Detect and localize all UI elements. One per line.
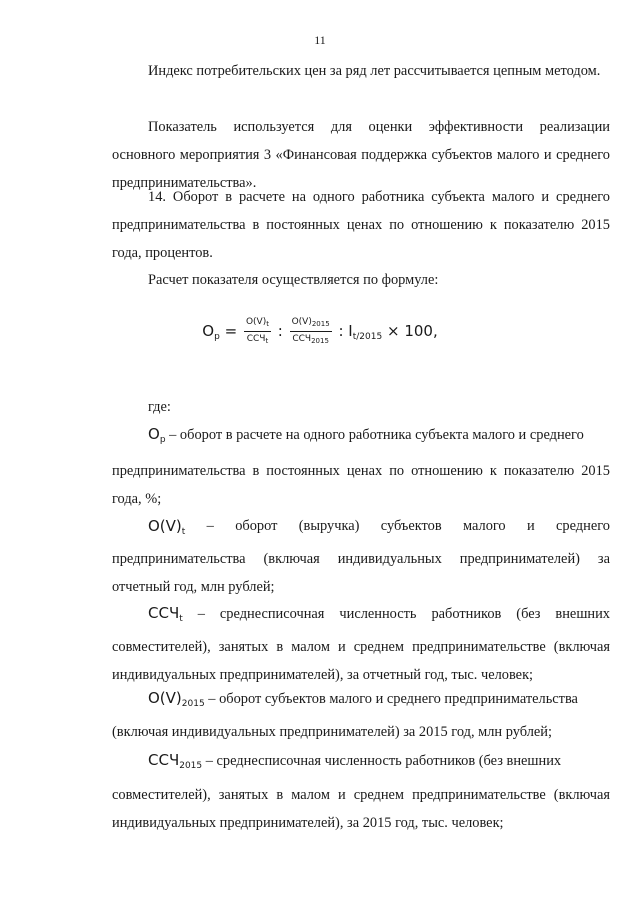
- definition-ssch2015-continued: совместителей), занятых в малом и среднем предпринимательстве (включая индивидуальных предпринимателей), за 2015 год, тыс. человек;: [112, 787, 610, 831]
- definition-ovt-continued: предпринимательства (включая индивидуальных предпринимателей) за отчетный год, млн рублей;: [112, 551, 610, 595]
- page-number: 11: [314, 33, 326, 47]
- paragraph-indicator-14: 14. Оборот в расчете на одного работника субъекта малого и среднего предпринимательства в постоянных ценах по отношению к показателю 2015 года, процентов.: [112, 189, 610, 261]
- definition-ov2015-continued: (включая индивидуальных предпринимателей) за 2015 год, млн рублей;: [112, 724, 552, 740]
- formula-times-100: × 100,: [386, 322, 438, 340]
- definition-ovt: $О(V)_t$ – оборот (выручка) субъектов малого и среднего: [148, 517, 610, 537]
- formula-fraction-base: $\frac{О(V)_{2015}}{ССЧ_{2015}}$: [291, 317, 330, 345]
- formula-divide-1: :: [277, 322, 283, 340]
- definition-op-continued: предпринимательства в постоянных ценах по отношению к показателю 2015 года, %;: [112, 463, 610, 507]
- formula-fraction-current: $\frac{О(V)_t}{ССЧ_t}$: [245, 317, 269, 345]
- definition-ssch2015: $ССЧ_{2015}$ – среднесписочная численность работников (без внешних: [148, 751, 562, 771]
- formula-divide-2: :: [338, 322, 344, 340]
- definition-ov2015: $О(V)_{2015}$ – оборот субъектов малого и среднего предпринимательства: [148, 689, 578, 709]
- formula-equals: =: [224, 322, 238, 340]
- definition-op: $О_р$ – оборот в расчете на одного работника субъекта малого и среднего: [148, 425, 584, 445]
- paragraph-indicator-usage: Показатель используется для оценки эффективности реализации основного мероприятия 3 «Финансовая поддержка субъектов малого и среднего предпринимательства».: [112, 119, 610, 191]
- where-label: где:: [148, 399, 171, 415]
- formula: [0, 316, 640, 347]
- definition-ssch: $ССЧ_t$ – среднесписочная численность работников (без внешних совместителей), занятых в малом и среднем предпринимательстве (включая индивидуальных предпринимателей), за отчетный год, тыс. человек;: [112, 604, 610, 683]
- paragraph-formula-intro: Расчет показателя осуществляется по формуле:: [148, 272, 439, 288]
- formula-index: $I_{t/2015}$: [348, 322, 383, 342]
- paragraph-cpi-method: Индекс потребительских цен за ряд лет рассчитывается цепным методом.: [148, 63, 601, 79]
- formula-lhs: $О_р$: [202, 322, 220, 342]
